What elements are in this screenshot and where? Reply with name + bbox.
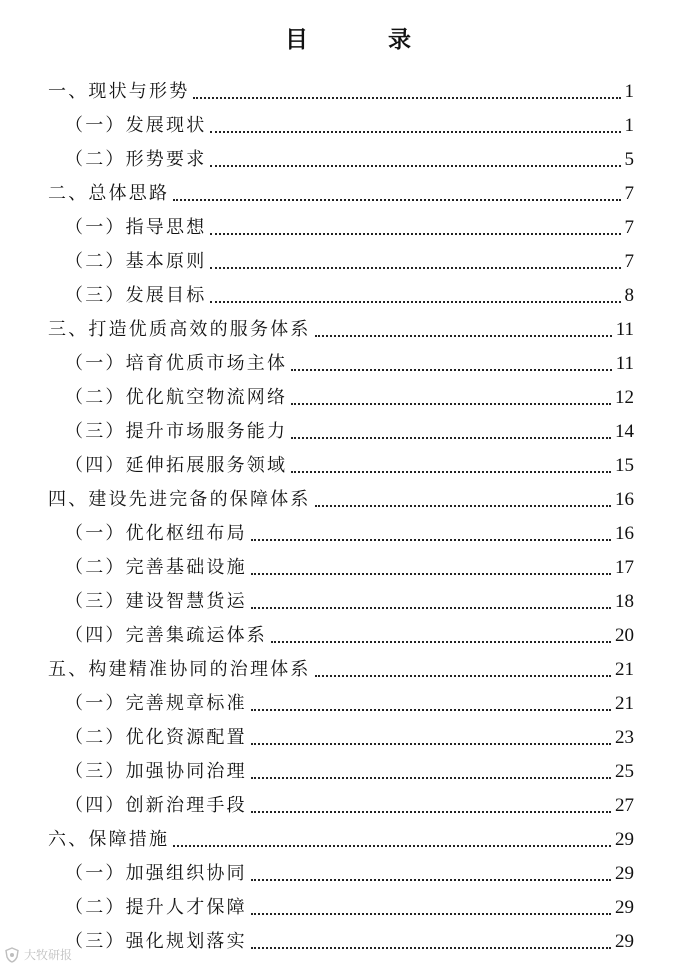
- toc-leader-dots: [251, 879, 611, 881]
- toc-leader-dots: [271, 641, 611, 643]
- toc-entry-label: 六、保障措施: [48, 829, 170, 850]
- toc-entry-label: （一）培育优质市场主体: [65, 353, 288, 374]
- toc-section-entry[interactable]: [48, 585, 634, 619]
- toc-section-entry[interactable]: [48, 415, 634, 449]
- toc-leader-dots: [315, 505, 611, 507]
- toc-chapter-entry[interactable]: [48, 823, 634, 857]
- toc-entry-label: （二）提升人才保障: [65, 897, 247, 918]
- toc-entry-label: （三）加强协同治理: [65, 761, 247, 782]
- toc-leader-dots: [173, 845, 611, 847]
- toc-section-entry[interactable]: [48, 891, 634, 925]
- toc-entry-label: （三）建设智慧货运: [65, 591, 247, 612]
- toc-entry-label: （二）基本原则: [65, 251, 207, 272]
- toc-leader-dots: [173, 199, 620, 201]
- toc-section-entry[interactable]: [48, 857, 634, 891]
- toc-entry-page-number: 11: [615, 353, 634, 374]
- toc-leader-dots: [315, 675, 611, 677]
- toc-section-entry[interactable]: [48, 517, 634, 551]
- toc-leader-dots: [291, 437, 611, 439]
- toc-section-entry[interactable]: [48, 245, 634, 279]
- toc-entry-label: （一）优化枢纽布局: [65, 523, 247, 544]
- toc-entry-page-number: 5: [624, 149, 634, 170]
- watermark: [4, 946, 72, 963]
- toc-leader-dots: [210, 301, 620, 303]
- toc-section-entry[interactable]: [48, 143, 634, 177]
- toc-entry-label: （一）指导思想: [65, 217, 207, 238]
- toc-leader-dots: [251, 573, 611, 575]
- toc-entry-page-number: 29: [615, 897, 634, 918]
- toc-leader-dots: [315, 335, 612, 337]
- toc-leader-dots: [251, 913, 611, 915]
- toc-entry-label: （二）形势要求: [65, 149, 207, 170]
- toc-entry-page-number: 11: [615, 319, 634, 340]
- toc-leader-dots: [210, 267, 620, 269]
- toc-entry-page-number: 18: [615, 591, 634, 612]
- toc-leader-dots: [251, 777, 611, 779]
- toc-entry-page-number: 7: [624, 217, 634, 238]
- toc-entry-page-number: 16: [615, 523, 634, 544]
- toc-leader-dots: [210, 131, 620, 133]
- toc-entry-page-number: 21: [615, 693, 634, 714]
- toc-leader-dots: [251, 811, 611, 813]
- toc-leader-dots: [210, 233, 620, 235]
- toc-entry-page-number: 29: [615, 931, 634, 952]
- toc-section-entry[interactable]: [48, 925, 634, 959]
- shield-logo-icon: [4, 947, 20, 963]
- toc-leader-dots: [291, 369, 612, 371]
- toc-section-entry[interactable]: [48, 381, 634, 415]
- toc-chapter-entry[interactable]: [48, 653, 634, 687]
- toc-entry-page-number: 23: [615, 727, 634, 748]
- toc-entry-page-number: 7: [624, 251, 634, 272]
- toc-leader-dots: [251, 607, 611, 609]
- toc-entry-label: （二）优化资源配置: [65, 727, 247, 748]
- watermark-text: 大牧研报: [24, 948, 73, 962]
- toc-entry-page-number: 1: [624, 115, 634, 136]
- toc-entry-page-number: 27: [615, 795, 634, 816]
- toc-leader-dots: [251, 709, 611, 711]
- toc-entry-label: （四）完善集疏运体系: [65, 625, 267, 646]
- toc-section-entry[interactable]: [48, 449, 634, 483]
- toc-entry-page-number: 29: [615, 829, 634, 850]
- toc-entry-label: （三）强化规划落实: [65, 931, 247, 952]
- toc-section-entry[interactable]: [48, 755, 634, 789]
- toc-entry-label: （三）提升市场服务能力: [65, 421, 288, 442]
- toc-chapter-entry[interactable]: [48, 75, 634, 109]
- toc-leader-dots: [251, 539, 611, 541]
- page-title: 目 录: [284, 27, 447, 53]
- toc-entry-label: 一、现状与形势: [48, 81, 190, 102]
- toc-entry-page-number: 1: [624, 81, 634, 102]
- toc-leader-dots: [193, 97, 620, 99]
- toc-chapter-entry[interactable]: [48, 177, 634, 211]
- toc-entry-label: （二）优化航空物流网络: [65, 387, 288, 408]
- toc-section-entry[interactable]: [48, 109, 634, 143]
- toc-section-entry[interactable]: [48, 619, 634, 653]
- table-of-contents: [48, 75, 634, 959]
- toc-entry-label: （一）完善规章标准: [65, 693, 247, 714]
- toc-entry-page-number: 20: [615, 625, 634, 646]
- toc-entry-label: 五、构建精准协同的治理体系: [48, 659, 311, 680]
- toc-leader-dots: [210, 165, 620, 167]
- toc-section-entry[interactable]: [48, 721, 634, 755]
- toc-entry-page-number: 8: [624, 285, 634, 306]
- toc-entry-page-number: 14: [615, 421, 634, 442]
- toc-entry-page-number: 17: [615, 557, 634, 578]
- toc-entry-label: 三、打造优质高效的服务体系: [48, 319, 311, 340]
- toc-section-entry[interactable]: [48, 687, 634, 721]
- toc-leader-dots: [251, 947, 611, 949]
- toc-entry-label: （四）延伸拓展服务领域: [65, 455, 288, 476]
- toc-section-entry[interactable]: [48, 279, 634, 313]
- toc-section-entry[interactable]: [48, 551, 634, 585]
- toc-section-entry[interactable]: [48, 347, 634, 381]
- toc-leader-dots: [291, 471, 611, 473]
- toc-entry-page-number: 21: [615, 659, 634, 680]
- toc-entry-label: （一）加强组织协同: [65, 863, 247, 884]
- toc-entry-label: （一）发展现状: [65, 115, 207, 136]
- toc-entry-page-number: 12: [615, 387, 634, 408]
- toc-leader-dots: [251, 743, 611, 745]
- toc-entry-label: （三）发展目标: [65, 285, 207, 306]
- toc-leader-dots: [291, 403, 611, 405]
- toc-entry-page-number: 29: [615, 863, 634, 884]
- toc-section-entry[interactable]: [48, 211, 634, 245]
- toc-entry-page-number: 15: [615, 455, 634, 476]
- toc-chapter-entry[interactable]: [48, 313, 634, 347]
- toc-entry-page-number: 25: [615, 761, 634, 782]
- toc-entry-page-number: 16: [615, 489, 634, 510]
- toc-section-entry[interactable]: [48, 789, 634, 823]
- toc-chapter-entry[interactable]: [48, 483, 634, 517]
- toc-entry-label: 二、总体思路: [48, 183, 170, 204]
- toc-entry-page-number: 7: [624, 183, 634, 204]
- toc-entry-label: （二）完善基础设施: [65, 557, 247, 578]
- toc-entry-label: （四）创新治理手段: [65, 795, 247, 816]
- toc-entry-label: 四、建设先进完备的保障体系: [48, 489, 311, 510]
